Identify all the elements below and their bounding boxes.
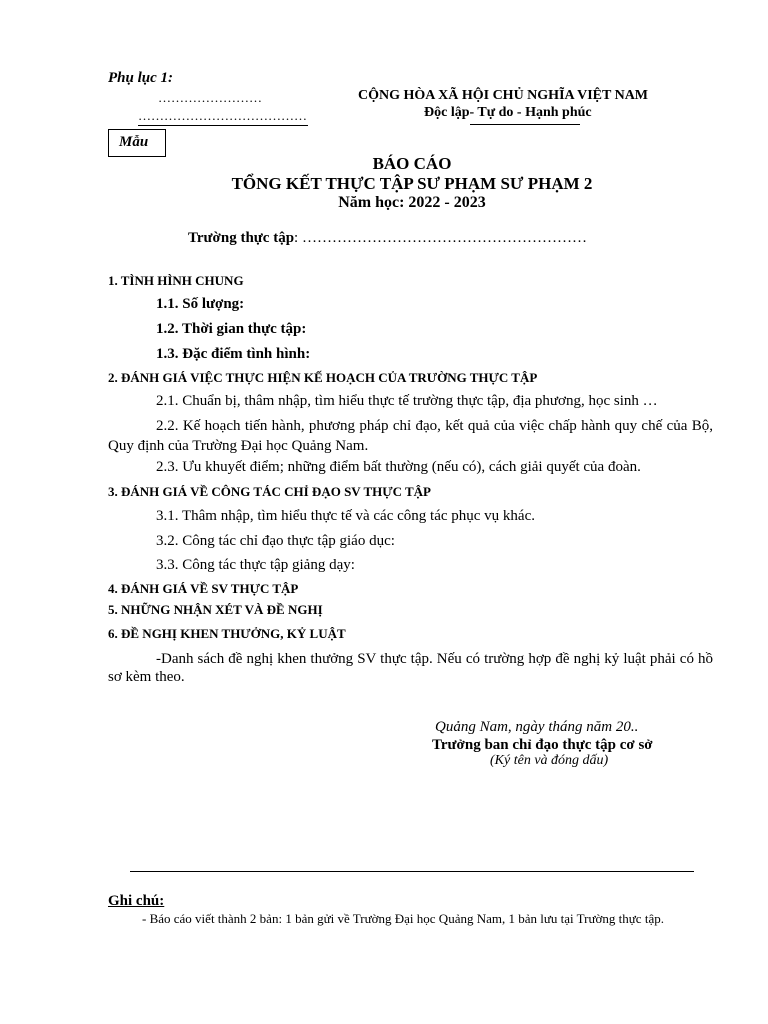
section-heading-2: 2. ĐÁNH GIÁ VIỆC THỰC HIỆN KẾ HOẠCH CỦA TRƯỜNG THỰC TẬP <box>108 370 538 385</box>
practice-school-label: Trường thực tập <box>188 230 295 246</box>
section-heading-3: 3. ĐÁNH GIÁ VỀ CÔNG TÁC CHỈ ĐẠO SV THỰC TẬP <box>108 484 432 499</box>
paragraph-3-3: 3.3. Công tác thực tập giảng dạy: <box>156 557 355 573</box>
section-heading-5: 5. NHỮNG NHẬN XÉT VÀ ĐỀ NGHỊ <box>108 602 323 617</box>
subsection-1-2: 1.2. Thời gian thực tập: <box>156 321 307 337</box>
paragraph-2-2: 2.2. Kế hoạch tiến hành, phương pháp chỉ đạo, kết quả của việc chấp hành quy chế của Bộ, Quy định của Trường Đại học Quảng Nam. <box>108 418 713 454</box>
place-date: Quảng Nam, ngày tháng năm 20.. <box>435 719 639 735</box>
unit-underline <box>138 125 308 126</box>
form-label: Mẫu <box>119 134 149 150</box>
unit-dots-line: ………………………………… <box>138 108 307 123</box>
practice-school-line <box>188 230 587 247</box>
motto-underline <box>470 124 580 125</box>
form-label-box <box>108 129 166 157</box>
school-year: Năm học: 2022 - 2023 <box>338 194 486 211</box>
paragraph-2-3: 2.3. Ưu khuyết điểm; những điểm bất thường (nếu có), cách giải quyết của đoàn. <box>156 459 641 475</box>
section-heading-1: 1. TÌNH HÌNH CHUNG <box>108 273 244 288</box>
paragraph-2-1: 2.1. Chuẩn bị, thâm nhập, tìm hiểu thực tế trường thực tập, địa phương, học sinh … <box>156 393 658 409</box>
appendix-label: Phụ lục 1: <box>108 70 174 86</box>
paragraph-6: -Danh sách đề nghị khen thưởng SV thực tập. Nếu có trường hợp đề nghị kỷ luật phải có hồ sơ kèm theo. <box>108 651 713 685</box>
report-title: BÁO CÁO <box>372 154 452 173</box>
national-motto: Độc lập- Tự do - Hạnh phúc <box>424 105 592 120</box>
signature-instruction: (Ký tên và đóng dấu) <box>490 753 609 768</box>
practice-school-value: : ………………………………………………… <box>294 230 587 246</box>
report-subtitle: TỔNG KẾT THỰC TẬP SƯ PHẠM SƯ PHẠM 2 <box>231 174 593 193</box>
agency-dots-line: …………………… <box>158 90 262 105</box>
subsection-1-1: 1.1. Số lượng: <box>156 296 245 312</box>
section-heading-4: 4. ĐÁNH GIÁ VỀ SV THỰC TẬP <box>108 581 299 596</box>
note-label: Ghi chú: <box>108 893 165 909</box>
subsection-1-3: 1.3. Đặc điểm tình hình: <box>156 346 311 362</box>
note-text: - Báo cáo viết thành 2 bản: 1 bản gửi về Trường Đại học Quảng Nam, 1 bản lưu tại Trường thực tập. <box>142 911 664 926</box>
paragraph-3-1: 3.1. Thâm nhập, tìm hiểu thực tế và các công tác phục vụ khác. <box>156 508 535 524</box>
signer-title: Trưởng ban chỉ đạo thực tập cơ sở <box>432 737 653 753</box>
footer-divider <box>130 871 694 872</box>
section-heading-6: 6. ĐỀ NGHỊ KHEN THƯỞNG, KỶ LUẬT <box>108 626 346 641</box>
paragraph-3-2: 3.2. Công tác chỉ đạo thực tập giáo dục: <box>156 533 395 549</box>
national-title: CỘNG HÒA XÃ HỘI CHỦ NGHĨA VIỆT NAM <box>358 88 649 103</box>
